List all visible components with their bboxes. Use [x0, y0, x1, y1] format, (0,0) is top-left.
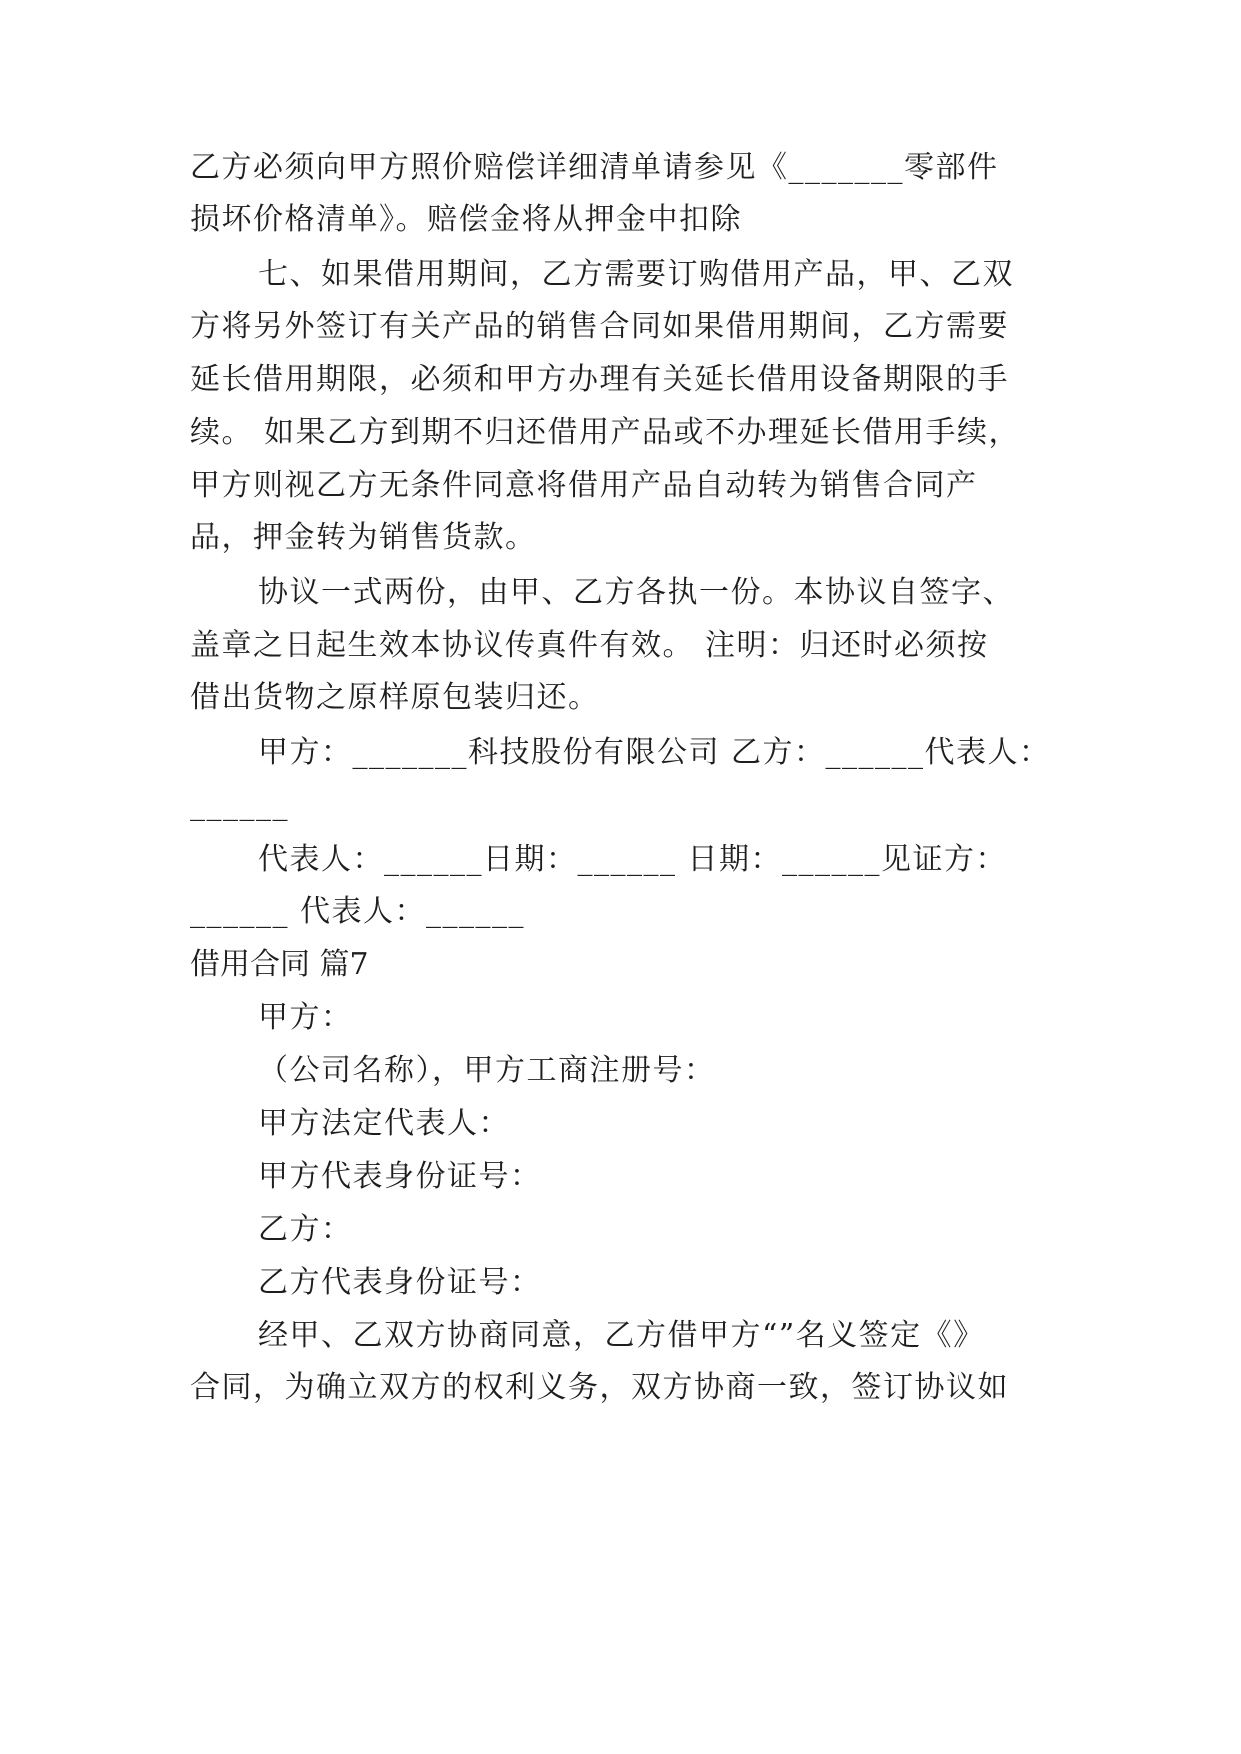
text-line: 借出货物之原样原包装归还。 — [190, 680, 600, 715]
text-line: 代表人：______日期：______ 日期：______见证方： — [258, 842, 1008, 877]
text-line: （公司名称），甲方工商注册号： — [258, 1053, 716, 1088]
text-line: 甲方： — [258, 1000, 353, 1035]
text-line: 品，押金转为销售货款。 — [190, 520, 537, 555]
text-line: 盖章之日起生效本协议传真件有效。 注明：归还时必须按 — [190, 628, 989, 663]
text-line: 甲方法定代表人： — [258, 1106, 510, 1141]
text-line: 乙方代表身份证号： — [258, 1265, 542, 1300]
text-line: ______ 代表人：______ — [190, 894, 526, 929]
text-line: 方将另外签订有关产品的销售合同如果借用期间，乙方需要 — [190, 309, 1009, 344]
section-heading: 借用合同 篇7 — [190, 947, 369, 982]
text-line: 经甲、乙双方协商同意，乙方借甲方“”名义签定《》 — [258, 1318, 985, 1353]
text-line: 甲方代表身份证号： — [258, 1159, 542, 1194]
text-line: 七、如果借用期间，乙方需要订购借用产品，甲、乙双 — [258, 257, 1014, 292]
text-line: 合同，为确立双方的权利义务，双方协商一致，签订协议如 — [190, 1370, 1009, 1405]
text-line: 乙方必须向甲方照价赔偿详细清单请参见《_______零部件 — [190, 150, 999, 185]
text-line: 协议一式两份，由甲、乙方各执一份。本协议自签字、 — [258, 575, 1014, 610]
text-line: 损坏价格清单》。赔偿金将从押金中扣除 — [190, 202, 742, 237]
text-line: ______ — [190, 787, 289, 822]
text-line: 甲方：_______科技股份有限公司 乙方：______代表人： — [258, 735, 1051, 770]
text-line: 延长借用期限，必须和甲方办理有关延长借用设备期限的手 — [190, 362, 1009, 397]
text-line: 甲方则视乙方无条件同意将借用产品自动转为销售合同产 — [190, 468, 978, 503]
text-line: 乙方： — [258, 1212, 353, 1247]
text-line: 续。 如果乙方到期不归还借用产品或不办理延长借用手续， — [190, 415, 1021, 450]
